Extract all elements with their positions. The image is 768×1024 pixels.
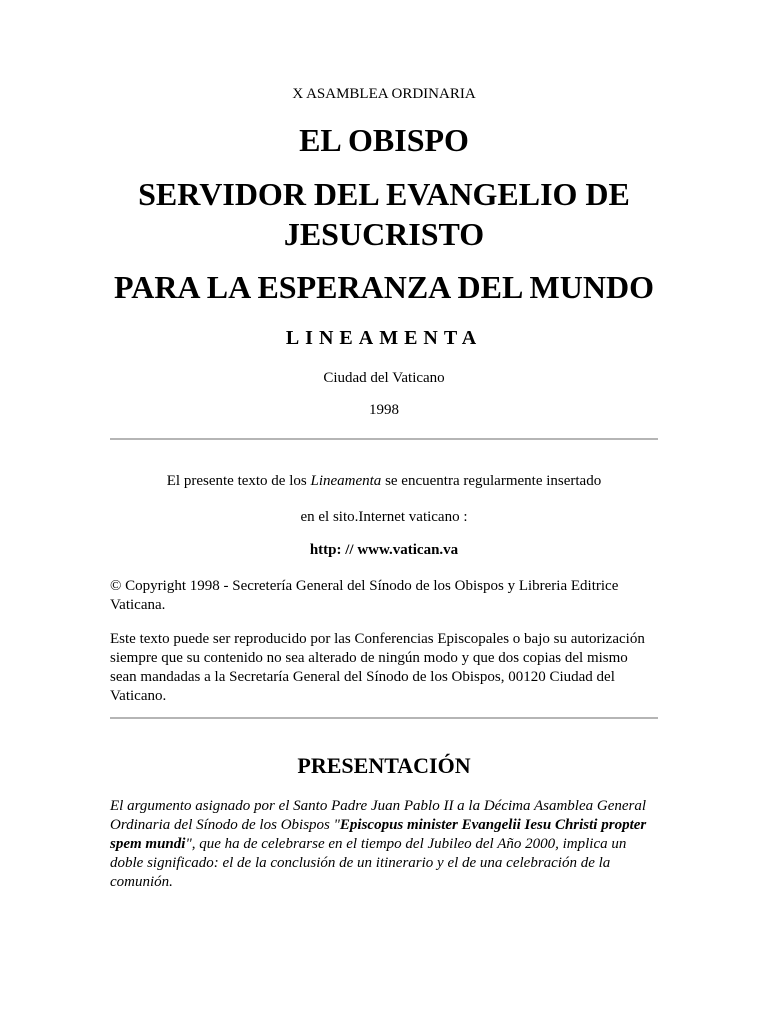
intro-text-after: ", que ha de celebrarse en el tiempo del Jubileo del Año 2000, implica un doble significado: el de la conclusión de un itinerario y el de una celebración de la comunión.	[110, 836, 627, 890]
copyright-paragraph: © Copyright 1998 - Secretería General del Sínodo de los Obispos y Libreria Editrice Vaticana.	[110, 578, 619, 613]
title-line-1: EL OBISPO	[299, 122, 469, 158]
notice-line-1	[0, 473, 768, 490]
notice-text-italic: Lineamenta	[310, 473, 382, 489]
presentation-heading: PRESENTACIÓN	[297, 753, 471, 778]
rights-paragraph: Este texto puede ser reproducido por las Conferencias Episcopales o bajo su autorización siempre que su contenido no sea alterado de ningún modo y que dos copias del mismo sean mandadas a la Secretaría General del Sínodo de los Obispos, 00120 Ciudad del Vaticano.	[110, 631, 645, 704]
city-label: Ciudad del Vaticano	[323, 370, 445, 386]
assembly-label: X ASAMBLEA ORDINARIA	[292, 86, 476, 102]
notice-line-2: en el sito.Internet vaticano :	[300, 509, 468, 525]
notice-text-after: se encuentra regularmente insertado	[381, 473, 602, 489]
presentation-paragraph	[110, 797, 658, 892]
horizontal-divider-top	[110, 438, 658, 440]
intro-text-bold: Episcopus minister Evangelii Iesu Christi propter spem mundi	[110, 817, 647, 852]
title-line-2: SERVIDOR DEL EVANGELIO DE JESUCRISTO	[138, 176, 630, 252]
horizontal-divider-bottom	[110, 717, 658, 719]
lineamenta-subtitle: LINEAMENTA	[285, 327, 483, 349]
vatican-url-link[interactable]: http: // www.vatican.va	[309, 542, 459, 558]
intro-text-before: El argumento asignado por el Santo Padre Juan Pablo II a la Décima Asamblea General Ordinaria del Sínodo de los Obispos "	[110, 798, 647, 833]
title-line-3: PARA LA ESPERANZA DEL MUNDO	[114, 269, 654, 305]
notice-text-before: El presente texto de los	[166, 473, 311, 489]
year-label: 1998	[369, 402, 399, 418]
